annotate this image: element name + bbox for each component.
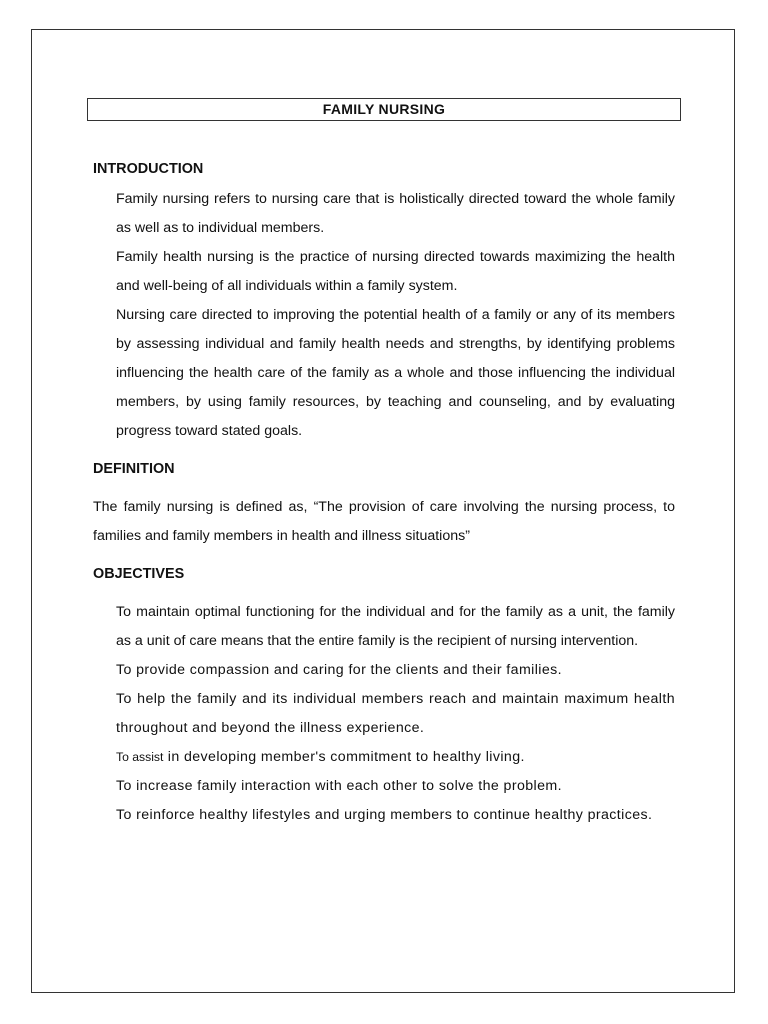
list-item <box>93 656 675 685</box>
list-item-text: Family nursing refers to nursing care that is holistically directed toward the whole family as well as to individual members. <box>116 191 675 236</box>
definition-section <box>93 457 675 551</box>
list-item-text: To increase family interaction with each other to solve the problem. <box>116 778 562 794</box>
list-item <box>93 743 675 772</box>
document-body <box>93 157 675 830</box>
objectives-heading: OBJECTIVES <box>93 566 185 582</box>
list-item <box>93 301 675 446</box>
list-item-text: Nursing care directed to improving the potential health of a family or any of its members by assessing individual and family health needs and strengths, by identifying problems influencing the health care of the family as a whole and those influencing the individual members, by using family resources, by teaching and counseling, and by evaluating progress toward stated goals. <box>116 307 675 439</box>
introduction-section <box>93 157 675 446</box>
list-item <box>93 243 675 301</box>
list-item-text: Family health nursing is the practice of nursing directed towards maximizing the health and well-being of all individuals within a family system. <box>116 249 675 294</box>
list-item <box>93 685 675 743</box>
list-item <box>93 801 675 830</box>
list-item <box>93 185 675 243</box>
list-item-text: To provide compassion and caring for the clients and their families. <box>116 662 562 678</box>
list-item-text: in developing member's commitment to healthy living. <box>163 749 525 765</box>
objectives-list <box>93 598 675 830</box>
introduction-list <box>93 185 675 446</box>
list-item <box>93 772 675 801</box>
objectives-section <box>93 562 675 830</box>
definition-text: The family nursing is defined as, “The provision of care involving the nursing process, to families and family members in health and illness situations” <box>93 499 675 544</box>
list-item-text: To reinforce healthy lifestyles and urging members to continue healthy practices. <box>116 807 653 823</box>
document-title: FAMILY NURSING <box>87 98 681 121</box>
introduction-heading: INTRODUCTION <box>93 161 204 177</box>
list-item-text: To help the family and its individual members reach and maintain maximum health throughout and beyond the illness experience. <box>116 691 675 736</box>
list-item <box>93 598 675 656</box>
list-item-text-small: To assist <box>116 750 164 764</box>
list-item-text: To maintain optimal functioning for the individual and for the family as a unit, the family as a unit of care means that the entire family is the recipient of nursing intervention. <box>116 604 675 649</box>
definition-heading: DEFINITION <box>93 461 175 477</box>
